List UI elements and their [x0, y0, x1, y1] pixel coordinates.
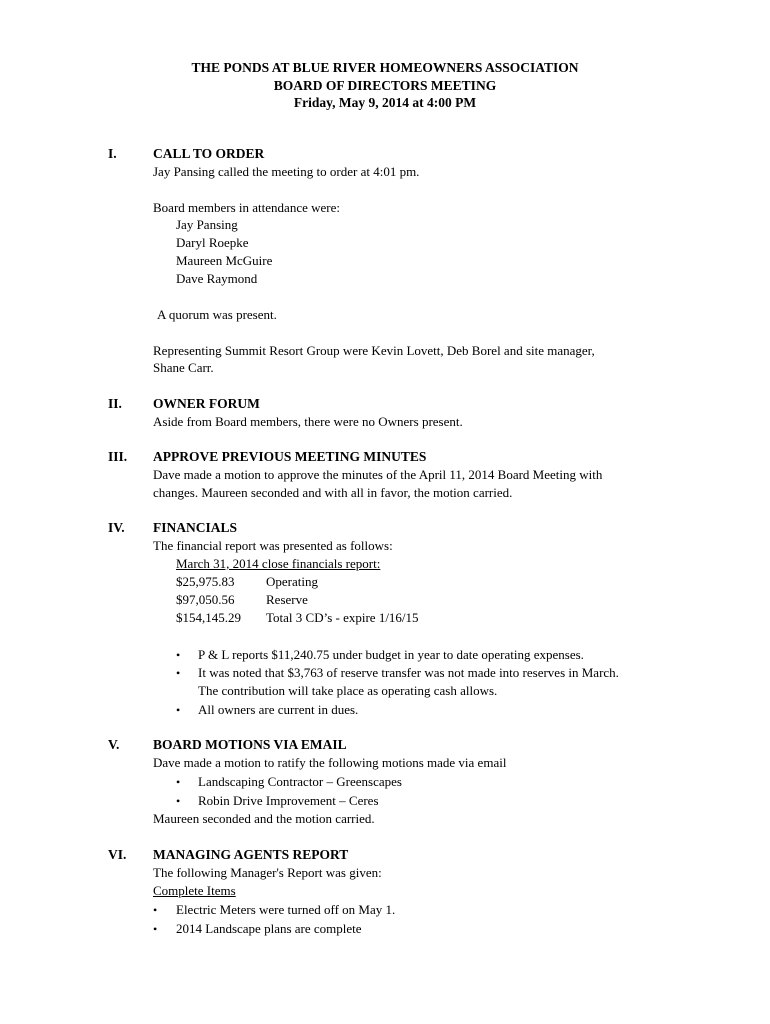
- section-heading-owner-forum: OWNER FORUM: [153, 396, 260, 411]
- financial-label: Total 3 CD’s - expire 1/16/15: [266, 610, 419, 625]
- financial-amount: $97,050.56: [176, 592, 235, 607]
- section-heading-managing-agents: MANAGING AGENTS REPORT: [153, 847, 349, 862]
- section-heading-call-to-order: CALL TO ORDER: [153, 146, 265, 161]
- paragraph: Jay Pansing called the meeting to order at 4:01 pm.: [153, 164, 420, 179]
- paragraph: The financial report was presented as follows:: [153, 538, 393, 553]
- list-item: Electric Meters were turned off on May 1.: [176, 902, 396, 917]
- bullet-icon: •: [153, 922, 158, 936]
- paragraph: Dave made a motion to approve the minutes of the April 11, 2014 Board Meeting with: [153, 467, 603, 482]
- financial-label: Reserve: [266, 592, 308, 607]
- list-item: 2014 Landscape plans are complete: [176, 921, 362, 936]
- paragraph: Dave made a motion to ratify the following motions made via email: [153, 755, 507, 770]
- section-heading-board-motions: BOARD MOTIONS VIA EMAIL: [153, 737, 347, 752]
- list-item: All owners are current in dues.: [198, 702, 359, 717]
- list-item-continuation: The contribution will take place as operating cash allows.: [198, 683, 498, 698]
- section-number: VI.: [108, 847, 127, 862]
- paragraph: changes. Maureen seconded and with all in favor, the motion carried.: [153, 485, 513, 500]
- complete-items-subheading: Complete Items: [153, 883, 236, 898]
- section-number: III.: [108, 449, 128, 464]
- financials-subheading: March 31, 2014 close financials report:: [176, 556, 381, 571]
- section-heading-approve-minutes: APPROVE PREVIOUS MEETING MINUTES: [153, 449, 427, 464]
- paragraph: Aside from Board members, there were no Owners present.: [153, 414, 463, 429]
- attendee-name: Daryl Roepke: [176, 235, 249, 250]
- paragraph: Board members in attendance were:: [153, 200, 340, 215]
- attendee-name: Dave Raymond: [176, 271, 258, 286]
- list-item: Landscaping Contractor – Greenscapes: [198, 774, 402, 789]
- section-number: I.: [108, 146, 117, 161]
- meeting-date: Friday, May 9, 2014 at 4:00 PM: [293, 95, 477, 110]
- doc-subtitle: BOARD OF DIRECTORS MEETING: [273, 78, 497, 93]
- bullet-icon: •: [176, 703, 181, 717]
- list-item: It was noted that $3,763 of reserve transfer was not made into reserves in March.: [198, 665, 619, 680]
- section-number: IV.: [108, 520, 125, 535]
- paragraph: Shane Carr.: [153, 360, 214, 375]
- paragraph: The following Manager's Report was given:: [153, 865, 382, 880]
- bullet-icon: •: [176, 794, 181, 808]
- list-item: Robin Drive Improvement – Ceres: [198, 793, 379, 808]
- attendee-name: Maureen McGuire: [176, 253, 273, 268]
- bullet-icon: •: [176, 666, 181, 680]
- paragraph: A quorum was present.: [157, 307, 277, 322]
- paragraph: Maureen seconded and the motion carried.: [153, 811, 375, 826]
- bullet-icon: •: [176, 648, 181, 662]
- paragraph: Representing Summit Resort Group were Kevin Lovett, Deb Borel and site manager,: [153, 343, 595, 358]
- financial-amount: $154,145.29: [176, 610, 241, 625]
- list-item: P & L reports $11,240.75 under budget in year to date operating expenses.: [198, 647, 584, 662]
- attendee-name: Jay Pansing: [176, 217, 238, 232]
- section-heading-financials: FINANCIALS: [153, 520, 238, 535]
- financial-amount: $25,975.83: [176, 574, 235, 589]
- doc-title: THE PONDS AT BLUE RIVER HOMEOWNERS ASSOCIATION: [191, 60, 579, 75]
- financial-label: Operating: [266, 574, 318, 589]
- section-number: V.: [108, 737, 120, 752]
- bullet-icon: •: [176, 775, 181, 789]
- section-number: II.: [108, 396, 122, 411]
- bullet-icon: •: [153, 903, 158, 917]
